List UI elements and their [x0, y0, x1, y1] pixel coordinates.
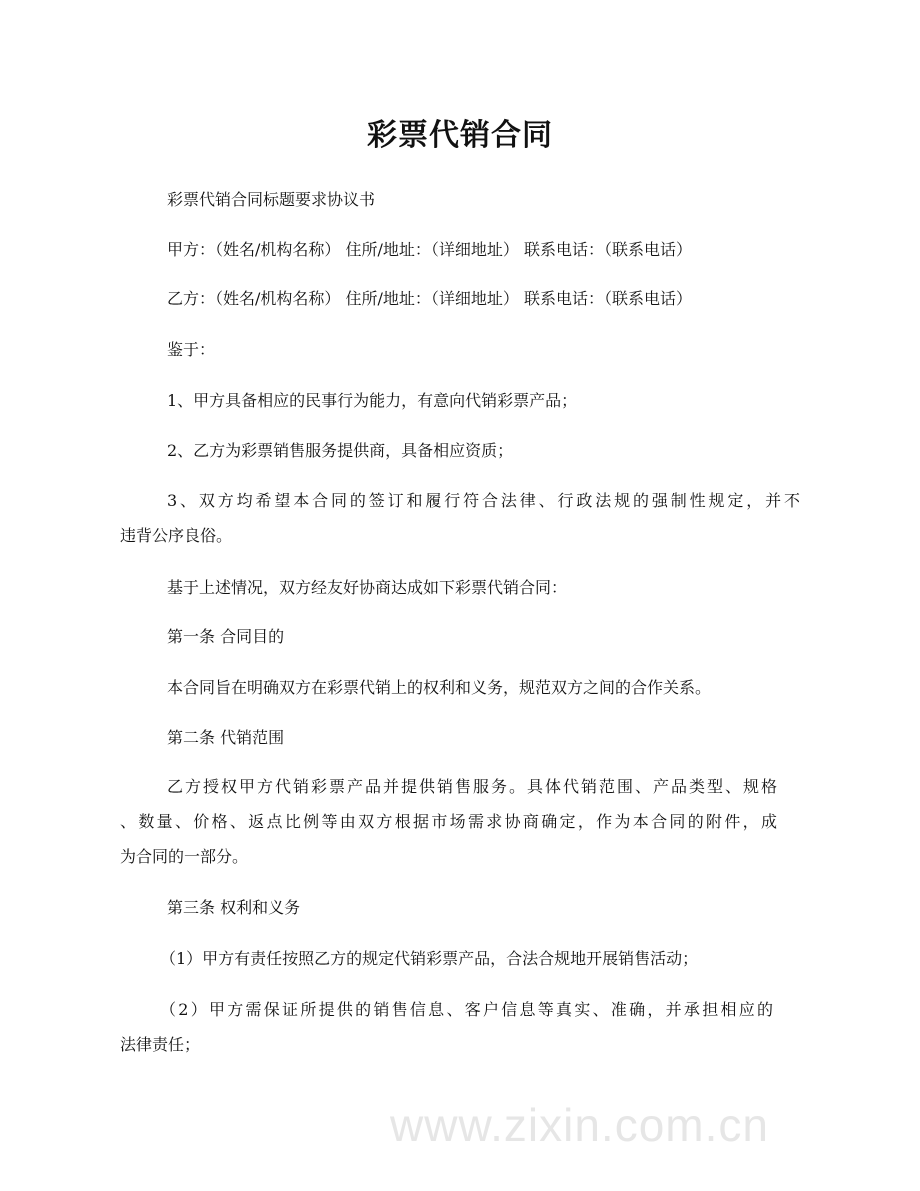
watermark: www.zixin.com.cn [390, 1099, 769, 1151]
article-3-item-2: （2）甲方需保证所提供的销售信息、客户信息等真实、准确，并承担相应的 [160, 1000, 773, 1019]
article-2-heading: 第二条 代销范围 [167, 728, 285, 747]
article-3-item-1: （1）甲方有责任按照乙方的规定代销彩票产品，合法合规地开展销售活动； [160, 949, 699, 968]
whereas-item-3-cont: 违背公序良俗。 [120, 526, 233, 545]
party-b-line: 乙方：（姓名/机构名称） 住所/地址：（详细地址） 联系电话：（联系电话） [167, 289, 692, 308]
article-3-heading: 第三条 权利和义务 [167, 898, 301, 917]
preamble: 基于上述情况，双方经友好协商达成如下彩票代销合同： [167, 578, 568, 597]
party-a-line: 甲方：（姓名/机构名称） 住所/地址：（详细地址） 联系电话：（联系电话） [167, 240, 692, 259]
subtitle: 彩票代销合同标题要求协议书 [167, 190, 376, 209]
article-2-body-line-1: 乙方授权甲方代销彩票产品并提供销售服务。具体代销范围、产品类型、规格 [167, 777, 777, 796]
whereas-item-3: 3、双方均希望本合同的签订和履行符合法律、行政法规的强制性规定，并不 [167, 491, 800, 510]
whereas-heading: 鉴于： [167, 340, 216, 359]
whereas-item-2: 2、乙方为彩票销售服务提供商，具备相应资质； [167, 441, 514, 460]
whereas-item-1: 1、甲方具备相应的民事行为能力，有意向代销彩票产品； [167, 391, 578, 410]
article-2-body-line-2: 、数量、价格、返点比例等由双方根据市场需求协商确定，作为本合同的附件，成 [120, 812, 777, 831]
article-3-item-2-cont: 法律责任； [120, 1035, 201, 1054]
article-2-body-line-3: 为合同的一部分。 [120, 847, 249, 866]
article-1-body: 本合同旨在明确双方在彩票代销上的权利和义务，规范双方之间的合作关系。 [167, 678, 712, 697]
document-title: 彩票代销合同 [367, 118, 553, 153]
article-1-heading: 第一条 合同目的 [167, 627, 285, 646]
